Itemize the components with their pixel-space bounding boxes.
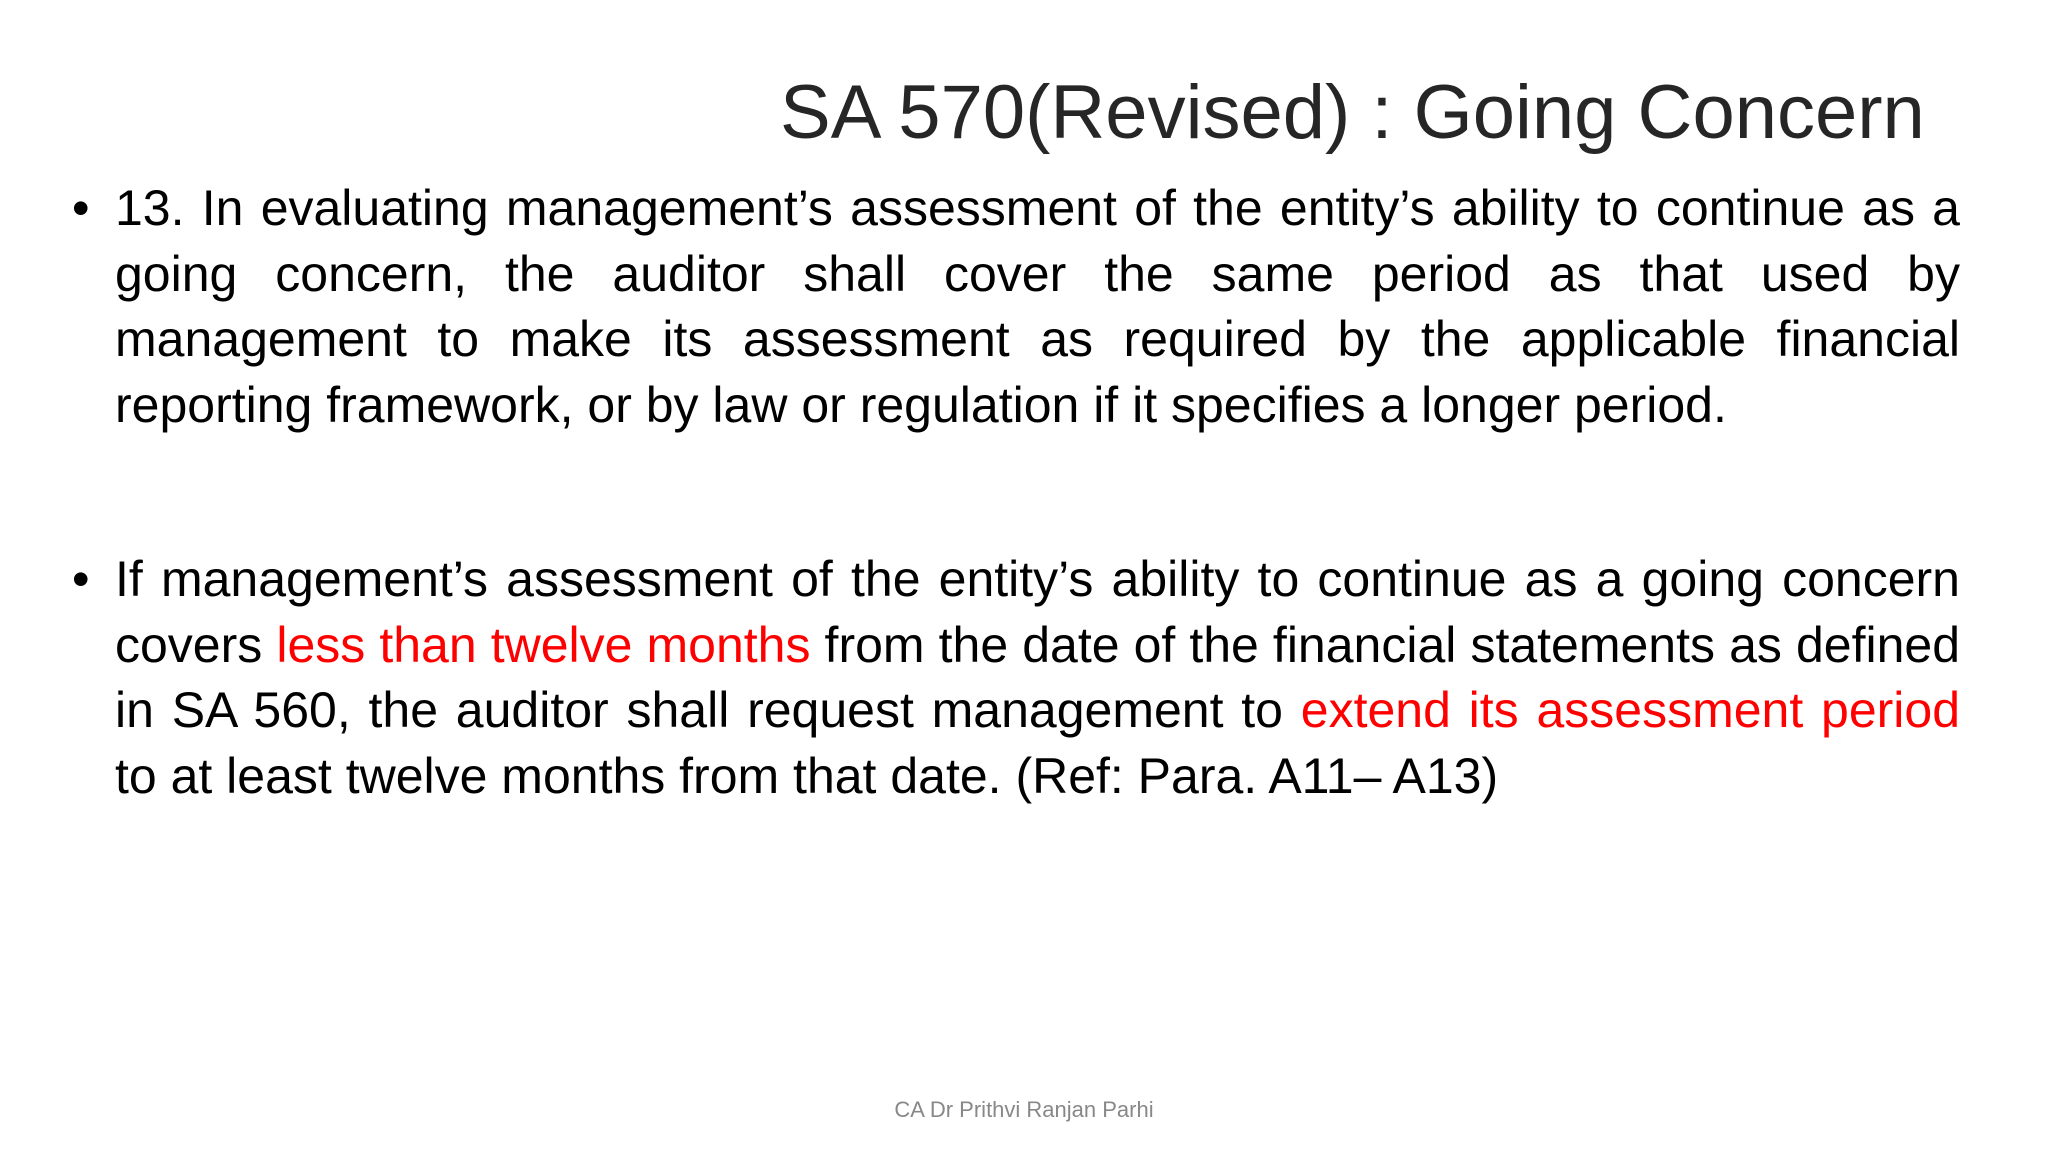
highlight-less-than-twelve-months: less than twelve months — [276, 616, 811, 673]
bullet-text: 13. In evaluating management’s assessment of the entity’s ability to continue as a going concern, the auditor shall cover the same period as that used by management to make its assessment as required by the applicable financial reporting framework, or by law or regulation if it specifies a longer period. — [115, 180, 1960, 433]
bullet-marker: • — [72, 551, 90, 607]
bullet-text-part-1: If management’s assessment of the entity’s ability to continue as a going concern covers — [115, 551, 1960, 673]
bullet-text-part-3: to at least twelve months from that date. (Ref: Para. A11– A13) — [115, 747, 1499, 804]
footer-author: CA Dr Prithvi Ranjan Parhi — [894, 1097, 1154, 1122]
bullet-item-paragraph-13 — [72, 176, 1960, 438]
highlight-extend-assessment-period: extend its assessment period — [1300, 682, 1961, 738]
bullet-item-assessment-period — [72, 547, 1960, 809]
bullet-text-part-2: from the date of the financial statements as defined in SA 560, the auditor shall request management to — [115, 616, 1960, 738]
bullet-marker: • — [72, 180, 90, 236]
slide-title: SA 570(Revised) : Going Concern — [780, 70, 1925, 155]
bullet-list — [72, 176, 1960, 809]
